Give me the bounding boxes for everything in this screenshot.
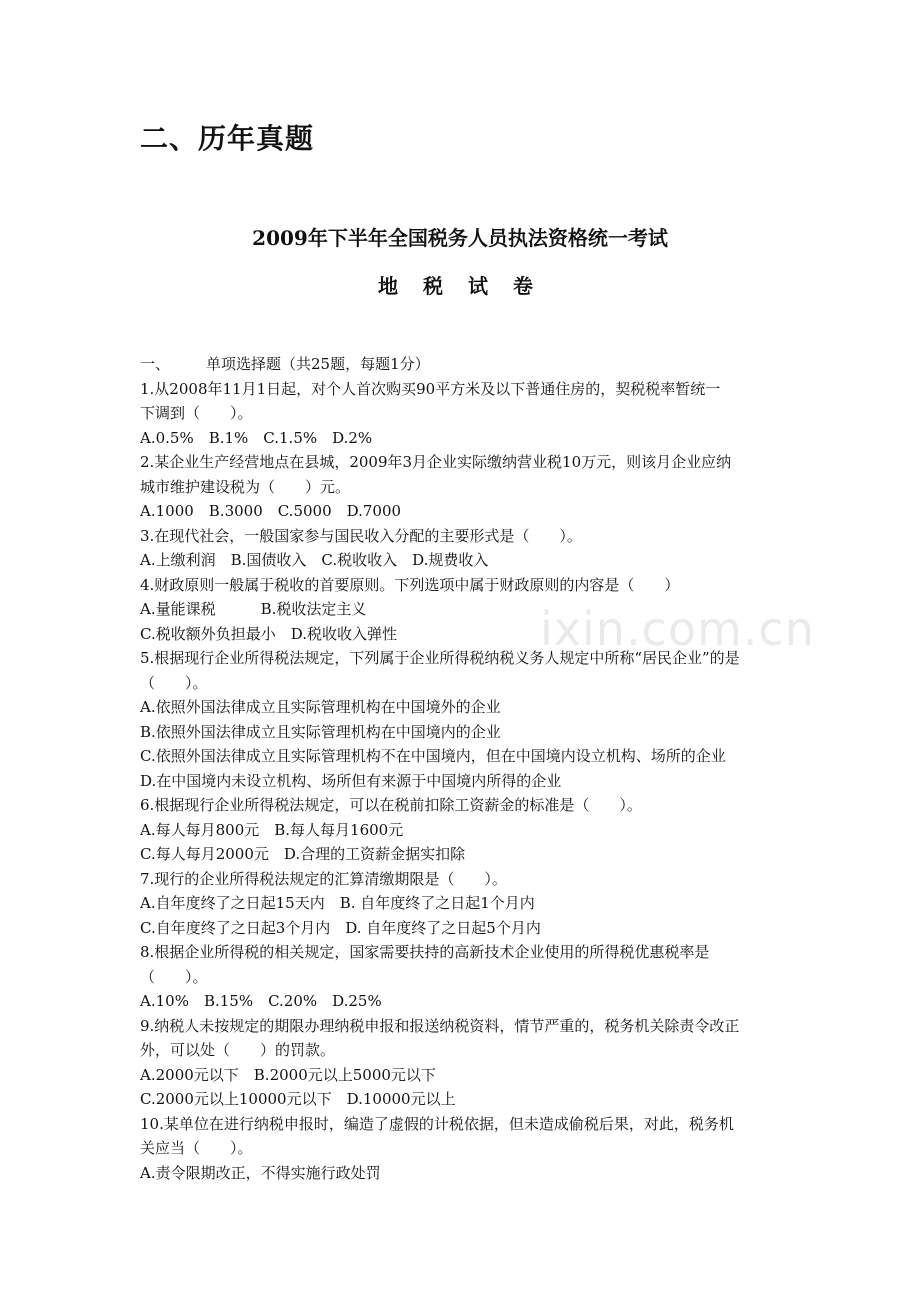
- exam-title: 2009年下半年全国税务人员执法资格统一考试: [252, 226, 668, 250]
- text-line: A.2000元以下 B.2000元以上5000元以下: [140, 1065, 436, 1084]
- section-number: 一、: [140, 355, 171, 373]
- text-line: A.量能课税 B.税收法定主义: [140, 600, 367, 618]
- text-line: 7.现行的企业所得税法规定的汇算清缴期限是（ ）。: [140, 869, 507, 888]
- text-line: 城市维护建设税为（ ）元。: [140, 477, 351, 496]
- text-line: C.2000元以上10000元以下 D.10000元以上: [140, 1090, 456, 1108]
- text-line: A.依照外国法律成立且实际管理机构在中国境外的企业: [140, 698, 501, 716]
- text-line: C.依照外国法律成立且实际管理机构不在中国境内，但在中国境内设立机构、场所的企业: [140, 747, 726, 765]
- text-line: A.10% B.15% C.20% D.25%: [140, 992, 382, 1010]
- text-line: 2.某企业生产经营地点在县城，2009年3月企业实际缴纳营业税10万元，则该月企业应纳: [140, 453, 732, 471]
- text-line: A.每人每月800元 B.每人每月1600元: [140, 820, 404, 839]
- text-line: 10.某单位在进行纳税申报时，编造了虚假的计税依据，但未造成偷税后果，对此，税务机: [140, 1114, 734, 1133]
- text-line: B.依照外国法律成立且实际管理机构在中国境内的企业: [140, 722, 501, 741]
- text-line: 关应当（ ）。: [140, 1139, 253, 1157]
- section-title-line: [140, 352, 785, 377]
- section-heading: 二、历年真题: [140, 122, 315, 155]
- question-lines: [140, 377, 785, 1186]
- exam-subtitle: 地 税 试 卷: [378, 274, 542, 298]
- section-title: 单项选择题（共25题，每题1分）: [206, 355, 430, 373]
- text-line: 下调到（ ）。: [140, 404, 253, 422]
- question-body: [140, 352, 785, 1185]
- text-line: 6.根据现行企业所得税法规定，可以在税前扣除工资薪金的标准是（ ）。: [140, 796, 642, 814]
- text-line: （ ）。: [140, 673, 208, 692]
- text-line: D.在中国境内未设立机构、场所但有来源于中国境内所得的企业: [140, 771, 562, 790]
- text-line: A.责令限期改正，不得实施行政处罚: [140, 1163, 381, 1182]
- text-line: A.0.5% B.1% C.1.5% D.2%: [140, 428, 373, 447]
- text-line: A.1000 B.3000 C.5000 D.7000: [140, 502, 402, 520]
- text-line: 5.根据现行企业所得税法规定，下列属于企业所得税纳税义务人规定中所称“居民企业”的是: [140, 649, 740, 667]
- text-line: A.上缴利润 B.国债收入 C.税收收入 D.规费收入: [140, 551, 489, 569]
- text-line: C.自年度终了之日起3个月内 D. 自年度终了之日起5个月内: [140, 918, 541, 937]
- text-line: A.自年度终了之日起15天内 B. 自年度终了之日起1个月内: [140, 894, 535, 912]
- text-line: 外，可以处（ ）的罚款。: [140, 1041, 336, 1059]
- text-line: 3.在现代社会，一般国家参与国民收入分配的主要形式是（ ）。: [140, 526, 582, 545]
- text-line: C.每人每月2000元 D.合理的工资薪金据实扣除: [140, 845, 466, 863]
- text-line: 1.从2008年11月1日起，对个人首次购买90平方米及以下普通住房的，契税税率暂统一: [140, 379, 721, 398]
- text-line: 9.纳税人未按规定的期限办理纳税申报和报送纳税资料，情节严重的，税务机关除责令改正: [140, 1016, 740, 1035]
- text-line: 4.财政原则一般属于税收的首要原则。下列选项中属于财政原则的内容是（ ）: [140, 575, 680, 594]
- text-line: 8.根据企业所得税的相关规定，国家需要扶持的高新技术企业使用的所得税优惠税率是: [140, 943, 710, 961]
- text-line: C.税收额外负担最小 D.税收收入弹性: [140, 624, 397, 643]
- watermark: ixin.com.cn: [540, 602, 815, 656]
- text-line: （ ）。: [140, 967, 208, 986]
